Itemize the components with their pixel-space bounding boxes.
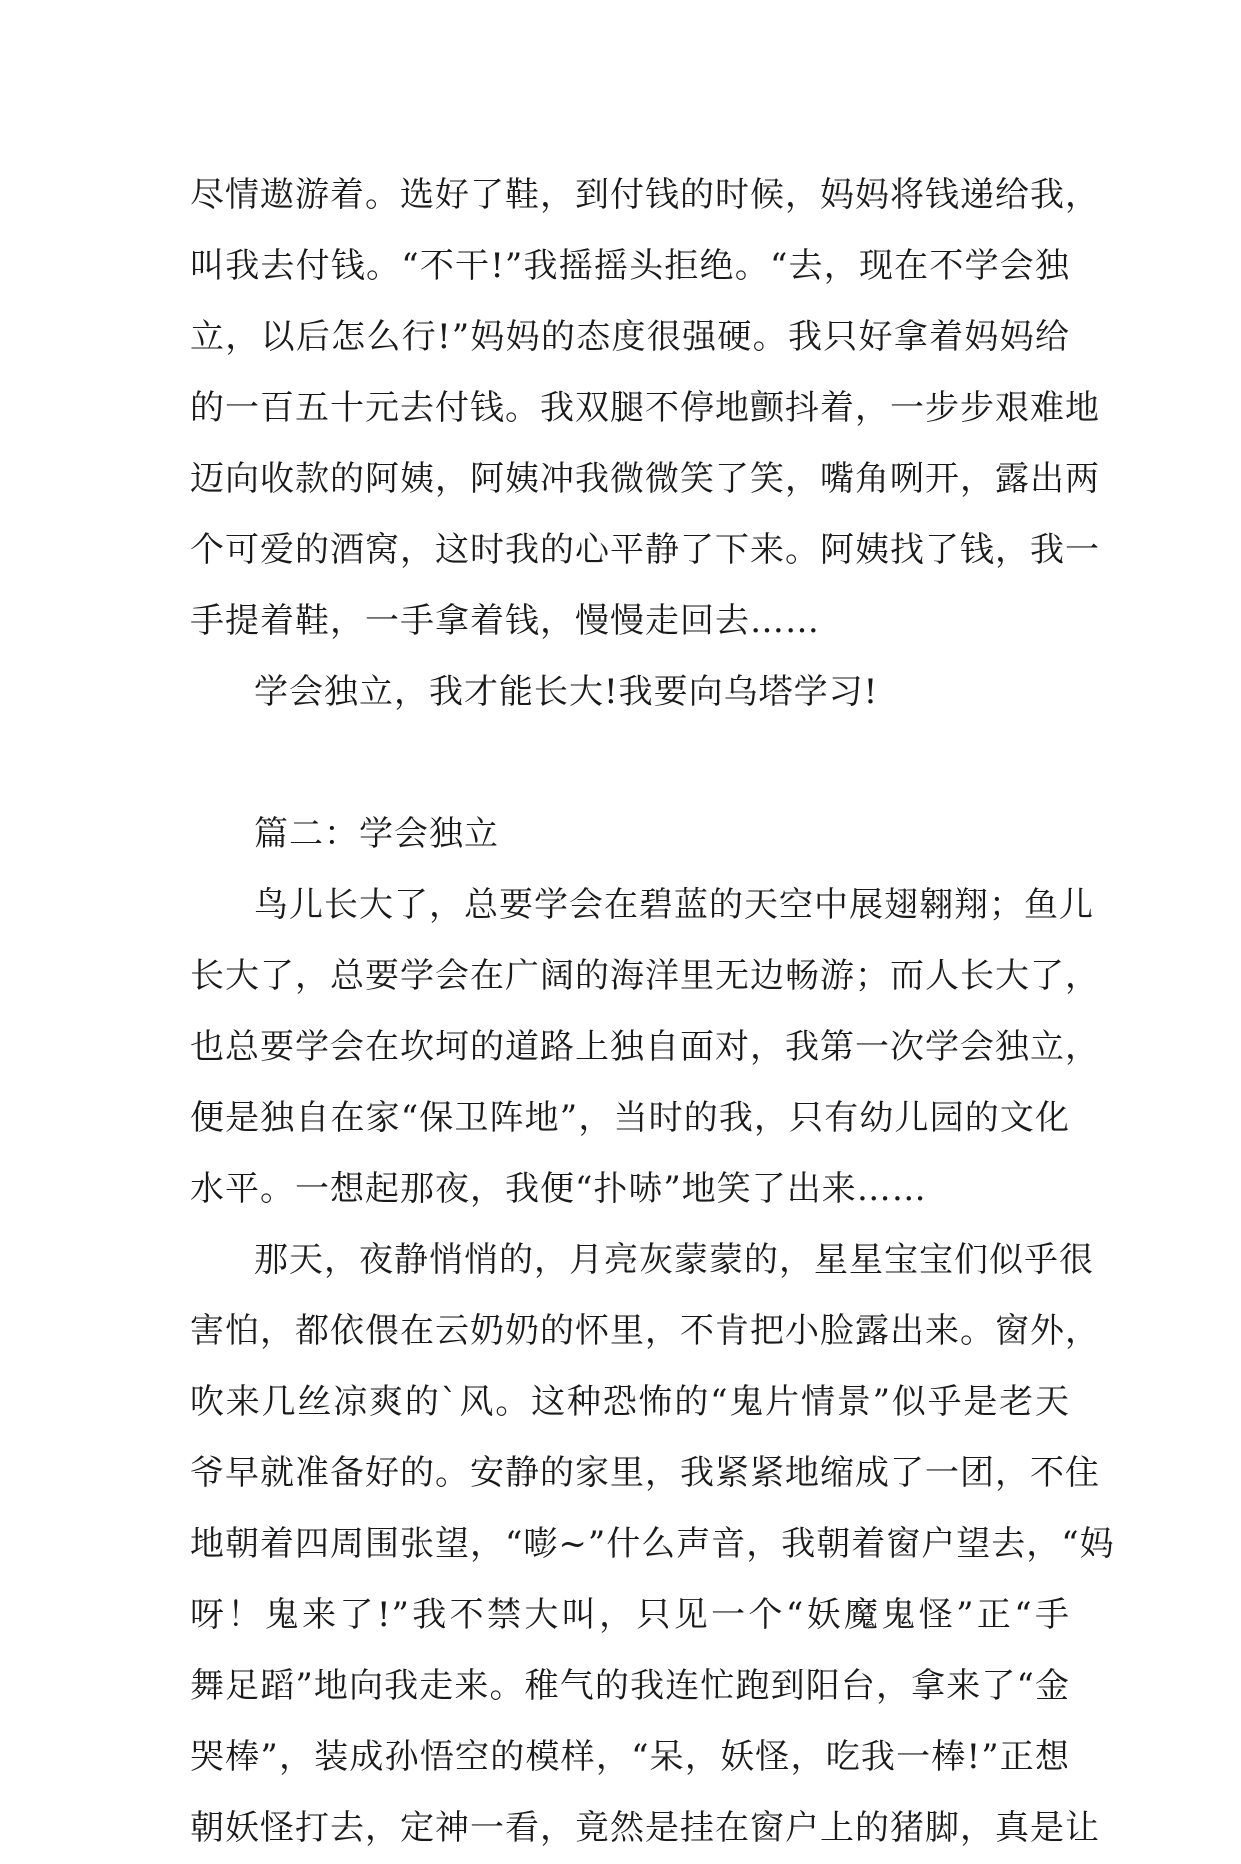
text-line: 便是独自在家“保卫阵地”，当时的我，只有幼儿园的文化 — [190, 1098, 1070, 1138]
text-line: 也总要学会在坎坷的道路上独自面对，我第一次学会独立， — [190, 1027, 1100, 1067]
text-line: 学会独立，我才能长大!我要向乌塔学习! — [254, 672, 879, 712]
text-line: 叫我去付钱。“不干!”我摇摇头拒绝。“去，现在不学会独 — [190, 246, 1070, 286]
text-line: 尽情遨游着。选好了鞋，到付钱的时候，妈妈将钱递给我， — [190, 175, 1100, 215]
text-line: 那天，夜静悄悄的，月亮灰蒙蒙的，星星宝宝们似乎很 — [254, 1240, 1094, 1280]
blank-line — [190, 728, 1070, 799]
text-line: 迈向收款的阿姨，阿姨冲我微微笑了笑，嘴角咧开，露出两 — [190, 459, 1100, 499]
text-line: 舞足蹈”地向我走来。稚气的我连忙跑到阳台，拿来了“金 — [190, 1666, 1070, 1706]
text-line: 长大了，总要学会在广阔的海洋里无边畅游；而人长大了， — [190, 956, 1100, 996]
body-text — [190, 160, 1115, 1864]
text-line: 鸟儿长大了，总要学会在碧蓝的天空中展翅翱翔；鱼儿 — [254, 885, 1094, 925]
text-line: 个可爱的酒窝，这时我的心平静了下来。阿姨找了钱，我一 — [190, 530, 1100, 570]
text-line: 手提着鞋，一手拿着钱，慢慢走回去…… — [190, 601, 820, 641]
text-line: 呀！鬼来了!”我不禁大叫，只见一个“妖魔鬼怪”正“手 — [190, 1595, 1070, 1635]
text-line: 害怕，都依偎在云奶奶的怀里，不肯把小脸露出来。窗外， — [190, 1311, 1100, 1351]
text-line: 爷早就准备好的。安静的家里，我紧紧地缩成了一团，不住 — [190, 1453, 1100, 1493]
text-line: 立，以后怎么行!”妈妈的态度很强硬。我只好拿着妈妈给 — [190, 317, 1070, 357]
text-line: 的一百五十元去付钱。我双腿不停地颤抖着，一步步艰难地 — [190, 388, 1100, 428]
text-line: 地朝着四周围张望，“嘭~”什么声音，我朝着窗户望去，“妈 — [190, 1524, 1115, 1564]
text-line: 吹来几丝凉爽的`风。这种恐怖的“鬼片情景”似乎是老天 — [190, 1382, 1070, 1422]
text-line: 水平。一想起那夜，我便“扑哧”地笑了出来…… — [190, 1169, 927, 1209]
text-line: 朝妖怪打去，定神一看，竟然是挂在窗户上的猪脚，真是让 — [190, 1808, 1100, 1848]
section-heading: 篇二：学会独立 — [254, 814, 499, 854]
text-line: 哭棒”，装成孙悟空的模样，“呆，妖怪，吃我一棒!”正想 — [190, 1737, 1070, 1777]
